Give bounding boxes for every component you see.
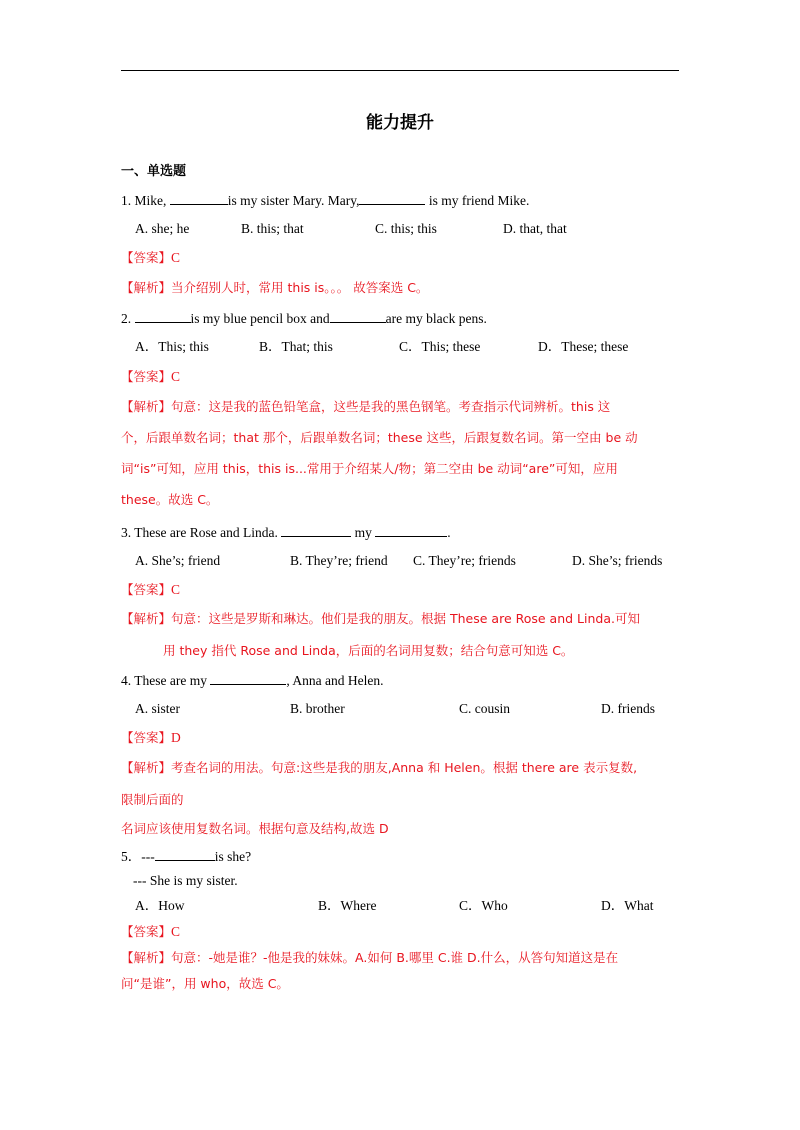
q4-text-start: 4. These are my	[121, 673, 207, 688]
q5-option-a: A．How	[135, 898, 185, 913]
q2-text-end: are my black pens.	[385, 311, 487, 326]
q5-option-b: B．Where	[318, 898, 377, 913]
q4-option-a: A. sister	[135, 701, 180, 716]
q5-option-c: C．Who	[459, 898, 508, 913]
q5-text-end: is she?	[214, 849, 252, 864]
q1-blank-1	[170, 190, 228, 205]
q4-option-d: D. friends	[601, 701, 655, 716]
q3-option-a: A. She’s; friend	[135, 553, 221, 568]
q2-blank-1	[135, 308, 191, 323]
q2-blank-2	[330, 308, 386, 323]
question-1	[121, 190, 529, 211]
q1-answer	[121, 248, 180, 268]
analysis-tag: 【解析】	[121, 950, 172, 965]
q3-blank-1	[281, 522, 351, 537]
q1-text-mid: is my sister Mary. Mary,	[227, 193, 360, 208]
q2-analysis-line-2: 个，后跟单数名词；that 那个，后跟单数名词；these 这些，后跟复数名词。第一空由 be 动	[121, 430, 638, 445]
q2-text-mid: is my blue pencil box and	[190, 311, 330, 326]
q4-analysis-line-1	[121, 758, 637, 778]
q2-option-a: A．This; this	[135, 339, 209, 354]
q1-answer-value: C	[171, 250, 181, 265]
q3-answer-value: C	[171, 582, 181, 597]
question-2	[121, 308, 487, 329]
q4-option-c: C. cousin	[459, 701, 511, 716]
q5-answer	[121, 922, 180, 942]
q5-line-2: --- She is my sister.	[133, 873, 238, 888]
q4-analysis-text: 考查名词的用法。句意:这些是我的朋友,Anna 和 Helen。根据 there are 表示复数,	[171, 760, 638, 775]
q4-answer-value: D	[171, 730, 181, 745]
q5-analysis-line-1	[121, 948, 618, 968]
answer-tag: 【答案】	[121, 369, 172, 384]
q1-option-b: B. this; that	[241, 221, 304, 236]
q4-answer	[121, 728, 181, 748]
q5-answer-value: C	[171, 924, 181, 939]
question-5	[121, 846, 251, 867]
q2-option-d: D．These; these	[538, 339, 629, 354]
q1-number: 1. Mike,	[121, 193, 167, 208]
q3-analysis-line-1	[121, 609, 640, 629]
q1-analysis-text: 当介绍别人时，常用 this is。。。 故答案选 C。	[171, 280, 429, 295]
header-rule	[121, 70, 679, 71]
page-title: 能力提升	[366, 113, 434, 133]
q1-analysis	[121, 278, 428, 298]
q5-blank	[155, 846, 215, 861]
answer-tag: 【答案】	[121, 250, 172, 265]
q2-option-b: B．That; this	[259, 339, 333, 354]
q4-blank	[210, 670, 286, 685]
analysis-tag: 【解析】	[121, 280, 172, 295]
q3-blank-2	[375, 522, 447, 537]
q1-option-a: A. she; he	[135, 221, 190, 236]
q1-option-c: C. this; this	[375, 221, 437, 236]
q5-option-d: D．What	[601, 898, 654, 913]
analysis-tag: 【解析】	[121, 760, 172, 775]
q3-analysis-line-2: 用 they 指代 Rose and Linda，后面的名词用复数；结合句意可知选 C。	[163, 643, 574, 658]
q5-text-start: 5．---	[121, 849, 155, 864]
q1-option-d: D. that, that	[503, 221, 567, 236]
q5-analysis-line-2: 问“是谁”，用 who，故选 C。	[121, 976, 289, 991]
analysis-tag: 【解析】	[121, 611, 172, 626]
analysis-tag: 【解析】	[121, 399, 172, 414]
q4-analysis-line-3: 名词应该使用复数名词。根据句意及结构,故选 D	[121, 821, 389, 836]
q3-option-d: D. She’s; friends	[572, 553, 663, 568]
q2-answer-value: C	[171, 369, 181, 384]
q2-analysis-line-3: 词“is”可知，应用 this，this is...常用于介绍某人/物；第二空由 be 动词“are”可知，应用	[121, 461, 618, 476]
q3-option-b: B. They’re; friend	[290, 553, 388, 568]
q2-analysis-text: 句意：这是我的蓝色铅笔盒，这些是我的黑色钢笔。考查指示代词辨析。this 这	[171, 399, 611, 414]
q2-analysis-line-4: these。故选 C。	[121, 492, 219, 507]
q2-answer	[121, 367, 180, 387]
q1-blank-2	[359, 190, 425, 205]
answer-tag: 【答案】	[121, 924, 172, 939]
answer-tag: 【答案】	[121, 582, 172, 597]
q1-text-end: is my friend Mike.	[428, 193, 530, 208]
q3-text-start: 3. These are Rose and Linda.	[121, 525, 278, 540]
q5-analysis-text: 句意：-她是谁？-他是我的妹妹。A.如何 B.哪里 C.谁 D.什么，从答句知道这是在	[171, 950, 619, 965]
q3-text-mid: my	[354, 525, 372, 540]
q3-option-c: C. They’re; friends	[413, 553, 516, 568]
section-heading: 一、单选题	[121, 164, 187, 179]
q3-answer	[121, 580, 180, 600]
q3-analysis-text: 句意：这些是罗斯和琳达。他们是我的朋友。根据 These are Rose and Linda.可知	[171, 611, 640, 626]
q4-analysis-line-2: 限制后面的	[121, 792, 184, 807]
q2-number: 2.	[121, 311, 132, 326]
q2-option-c: C．This; these	[399, 339, 481, 354]
q4-option-b: B. brother	[290, 701, 345, 716]
question-3	[121, 522, 451, 543]
q3-text-end: .	[447, 525, 451, 540]
question-4	[121, 670, 383, 691]
q4-text-end: , Anna and Helen.	[286, 673, 384, 688]
answer-tag: 【答案】	[121, 730, 172, 745]
q2-analysis-line-1	[121, 397, 610, 417]
